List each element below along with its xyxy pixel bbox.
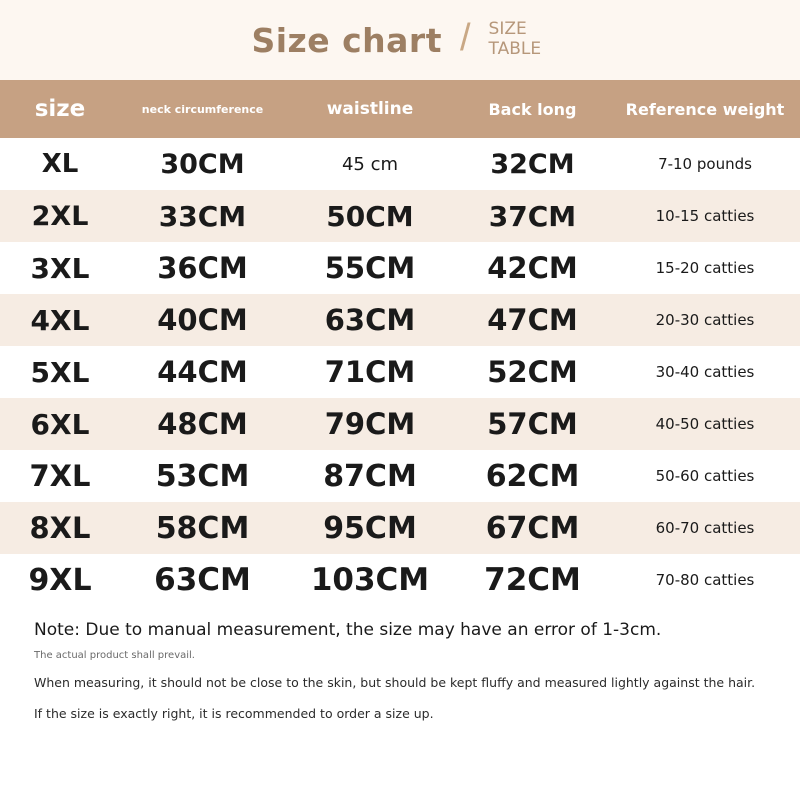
cell-neck: 63CM bbox=[154, 562, 251, 598]
cell-back: 47CM bbox=[487, 303, 578, 337]
cell-neck: 44CM bbox=[157, 355, 248, 389]
cell-reference-weight: 40-50 catties bbox=[655, 415, 755, 433]
title-separator: / bbox=[459, 16, 471, 59]
table-head bbox=[0, 80, 800, 138]
cell-reference-weight: 20-30 catties bbox=[655, 311, 755, 329]
note-measurement-error: Note: Due to manual measurement, the size may have an error of 1-3cm. bbox=[34, 620, 662, 640]
column-header-back-long: Back long bbox=[488, 99, 577, 119]
note-actual-product: The actual product shall prevail. bbox=[34, 650, 195, 661]
cell-neck: 33CM bbox=[158, 199, 247, 233]
column-header-reference-weight: Reference weight bbox=[625, 99, 785, 119]
cell-reference-weight: 50-60 catties bbox=[655, 467, 755, 485]
cell-neck: 36CM bbox=[157, 251, 248, 285]
cell-size: XL bbox=[41, 149, 79, 179]
cell-waist: 79CM bbox=[324, 407, 416, 441]
table-row bbox=[0, 450, 800, 502]
header-title-group bbox=[251, 16, 568, 62]
page-header bbox=[0, 0, 800, 80]
table-row bbox=[0, 242, 800, 294]
table-row bbox=[0, 190, 800, 242]
cell-size: 2XL bbox=[31, 200, 89, 232]
cell-waist: 71CM bbox=[324, 355, 416, 389]
cell-neck: 40CM bbox=[157, 303, 248, 337]
cell-back: 42CM bbox=[487, 251, 578, 285]
cell-size: 9XL bbox=[28, 562, 92, 598]
note-measuring-method: When measuring, it should not be close to the skin, but should be kept fluffy and measured lightly against the hair. bbox=[34, 675, 756, 690]
page-title: Size chart bbox=[251, 20, 442, 60]
cell-size: 4XL bbox=[30, 303, 90, 337]
cell-neck: 30CM bbox=[160, 148, 245, 180]
cell-reference-weight: 70-80 catties bbox=[655, 571, 755, 589]
cell-size: 8XL bbox=[29, 511, 91, 545]
table-header-row bbox=[0, 80, 800, 138]
cell-neck: 58CM bbox=[155, 510, 250, 546]
cell-waist: 103CM bbox=[310, 562, 430, 598]
cell-reference-weight: 30-40 catties bbox=[655, 363, 755, 381]
cell-waist: 95CM bbox=[323, 510, 417, 546]
cell-reference-weight: 15-20 catties bbox=[655, 259, 755, 277]
cell-back: 57CM bbox=[487, 407, 578, 441]
table-row bbox=[0, 138, 800, 190]
table-row bbox=[0, 346, 800, 398]
cell-size: 5XL bbox=[30, 355, 90, 389]
cell-back: 72CM bbox=[484, 562, 581, 598]
cell-reference-weight: 7-10 pounds bbox=[658, 155, 752, 173]
note-size-up: If the size is exactly right, it is recommended to order a size up. bbox=[34, 706, 434, 721]
table-row bbox=[0, 294, 800, 346]
cell-back: 32CM bbox=[490, 148, 575, 180]
table-row bbox=[0, 398, 800, 450]
table-row bbox=[0, 502, 800, 554]
table-body bbox=[0, 138, 800, 606]
cell-waist: 50CM bbox=[326, 199, 414, 233]
cell-neck: 53CM bbox=[155, 458, 250, 494]
notes-section bbox=[0, 606, 800, 721]
cell-reference-weight: 60-70 catties bbox=[655, 519, 755, 537]
cell-size: 7XL bbox=[29, 459, 91, 493]
page-subtitle: SIZE TABLE bbox=[488, 19, 542, 59]
cell-neck: 48CM bbox=[157, 407, 248, 441]
cell-reference-weight: 10-15 catties bbox=[655, 207, 755, 225]
cell-back: 67CM bbox=[485, 510, 580, 546]
cell-waist: 63CM bbox=[324, 303, 416, 337]
cell-size: 6XL bbox=[30, 407, 90, 441]
cell-back: 62CM bbox=[485, 458, 580, 494]
cell-size: 3XL bbox=[30, 251, 90, 285]
table-row bbox=[0, 554, 800, 606]
cell-waist: 87CM bbox=[323, 458, 417, 494]
cell-waist: 55CM bbox=[324, 251, 416, 285]
column-header-waistline: waistline bbox=[326, 99, 414, 119]
cell-back: 52CM bbox=[487, 355, 578, 389]
cell-back: 37CM bbox=[488, 199, 577, 233]
size-table bbox=[0, 80, 800, 606]
column-header-size: size bbox=[34, 96, 86, 122]
cell-waist: 45 cm bbox=[341, 153, 399, 175]
column-header-neck-circumference: neck circumference bbox=[141, 102, 264, 116]
